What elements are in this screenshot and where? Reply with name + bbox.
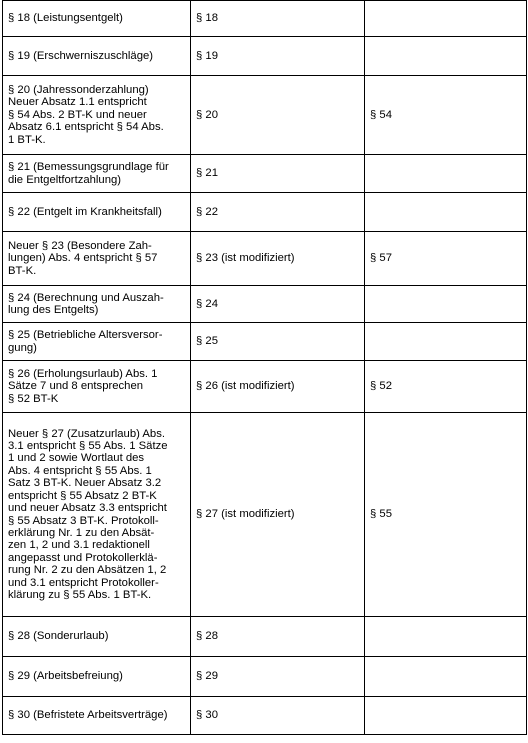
table-cell-new-paragraph: § 26 (ist modifiziert) <box>191 361 365 413</box>
table-cell-old-paragraph: § 25 (Betriebliche Altersversor- gung) <box>3 323 191 361</box>
table-cell-old-paragraph: § 20 (Jahressonderzahlung) Neuer Absatz 1.1 entspricht § 54 Abs. 2 BT-K und neuer Absatz 6.1 entspricht § 54 Abs. 1 BT-K. <box>3 76 191 155</box>
comparison-table <box>2 0 527 735</box>
table-cell-new-paragraph: § 24 <box>191 286 365 323</box>
table-cell-new-paragraph: § 21 <box>191 155 365 193</box>
table-cell-btk-paragraph <box>365 1 527 37</box>
table-cell-new-paragraph: § 19 <box>191 37 365 76</box>
table-cell-new-paragraph: § 18 <box>191 1 365 37</box>
table-cell-old-paragraph: Neuer § 27 (Zusatzurlaub) Abs. 3.1 entspricht § 55 Abs. 1 Sätze 1 und 2 sowie Wortlaut des Abs. 4 entspricht § 55 Abs. 1 Satz 3 BT-K. Neuer Absatz 3.2 entspricht § 55 Absatz 2 BT-K und neuer Absatz 3.3 entspricht § 55 Absatz 3 BT-K. Protokoll- erklärung Nr. 1 zu den Absät- zen 1, 2 und 3.1 redaktionell angepasst und Protokollerklä- rung Nr. 2 zu den Absätzen 1, 2 und 3.1 entspricht Protokoller- klärung zu § 55 Abs. 1 BT-K. <box>3 413 191 617</box>
table-row <box>3 323 527 361</box>
table-cell-old-paragraph: § 28 (Sonderurlaub) <box>3 617 191 657</box>
table-cell-old-paragraph: § 19 (Erschwerniszuschläge) <box>3 37 191 76</box>
table-cell-new-paragraph: § 29 <box>191 657 365 697</box>
table-row <box>3 37 527 76</box>
table-row <box>3 232 527 286</box>
table-cell-btk-paragraph <box>365 657 527 697</box>
table-cell-btk-paragraph: § 54 <box>365 76 527 155</box>
table-cell-btk-paragraph: § 52 <box>365 361 527 413</box>
table-row <box>3 413 527 617</box>
table-cell-old-paragraph: § 26 (Erholungsurlaub) Abs. 1 Sätze 7 und 8 entsprechen § 52 BT-K <box>3 361 191 413</box>
table-cell-btk-paragraph <box>365 323 527 361</box>
table-cell-btk-paragraph <box>365 155 527 193</box>
table-cell-btk-paragraph <box>365 617 527 657</box>
table-cell-old-paragraph: Neuer § 23 (Besondere Zah- lungen) Abs. 4 entspricht § 57 BT-K. <box>3 232 191 286</box>
table-row <box>3 286 527 323</box>
table-cell-btk-paragraph: § 55 <box>365 413 527 617</box>
table-cell-new-paragraph: § 20 <box>191 76 365 155</box>
table-row <box>3 193 527 232</box>
table-row <box>3 697 527 735</box>
table-cell-new-paragraph: § 27 (ist modifiziert) <box>191 413 365 617</box>
table-row <box>3 361 527 413</box>
table-cell-new-paragraph: § 25 <box>191 323 365 361</box>
table-cell-new-paragraph: § 30 <box>191 697 365 735</box>
table-row <box>3 155 527 193</box>
table-cell-new-paragraph: § 28 <box>191 617 365 657</box>
table-cell-old-paragraph: § 22 (Entgelt im Krankheitsfall) <box>3 193 191 232</box>
table-cell-btk-paragraph <box>365 193 527 232</box>
table-cell-btk-paragraph: § 57 <box>365 232 527 286</box>
table-cell-btk-paragraph <box>365 697 527 735</box>
table-cell-old-paragraph: § 24 (Berechnung und Auszah- lung des Entgelts) <box>3 286 191 323</box>
table-cell-new-paragraph: § 23 (ist modifiziert) <box>191 232 365 286</box>
table-cell-old-paragraph: § 29 (Arbeitsbefreiung) <box>3 657 191 697</box>
table-row <box>3 617 527 657</box>
table-row <box>3 657 527 697</box>
table-cell-new-paragraph: § 22 <box>191 193 365 232</box>
table-row <box>3 76 527 155</box>
table-cell-old-paragraph: § 18 (Leistungsentgelt) <box>3 1 191 37</box>
table-cell-old-paragraph: § 21 (Bemessungsgrundlage für die Entgeltfortzahlung) <box>3 155 191 193</box>
table-row <box>3 1 527 37</box>
table-cell-old-paragraph: § 30 (Befristete Arbeitsverträge) <box>3 697 191 735</box>
table-cell-btk-paragraph <box>365 37 527 76</box>
table-cell-btk-paragraph <box>365 286 527 323</box>
